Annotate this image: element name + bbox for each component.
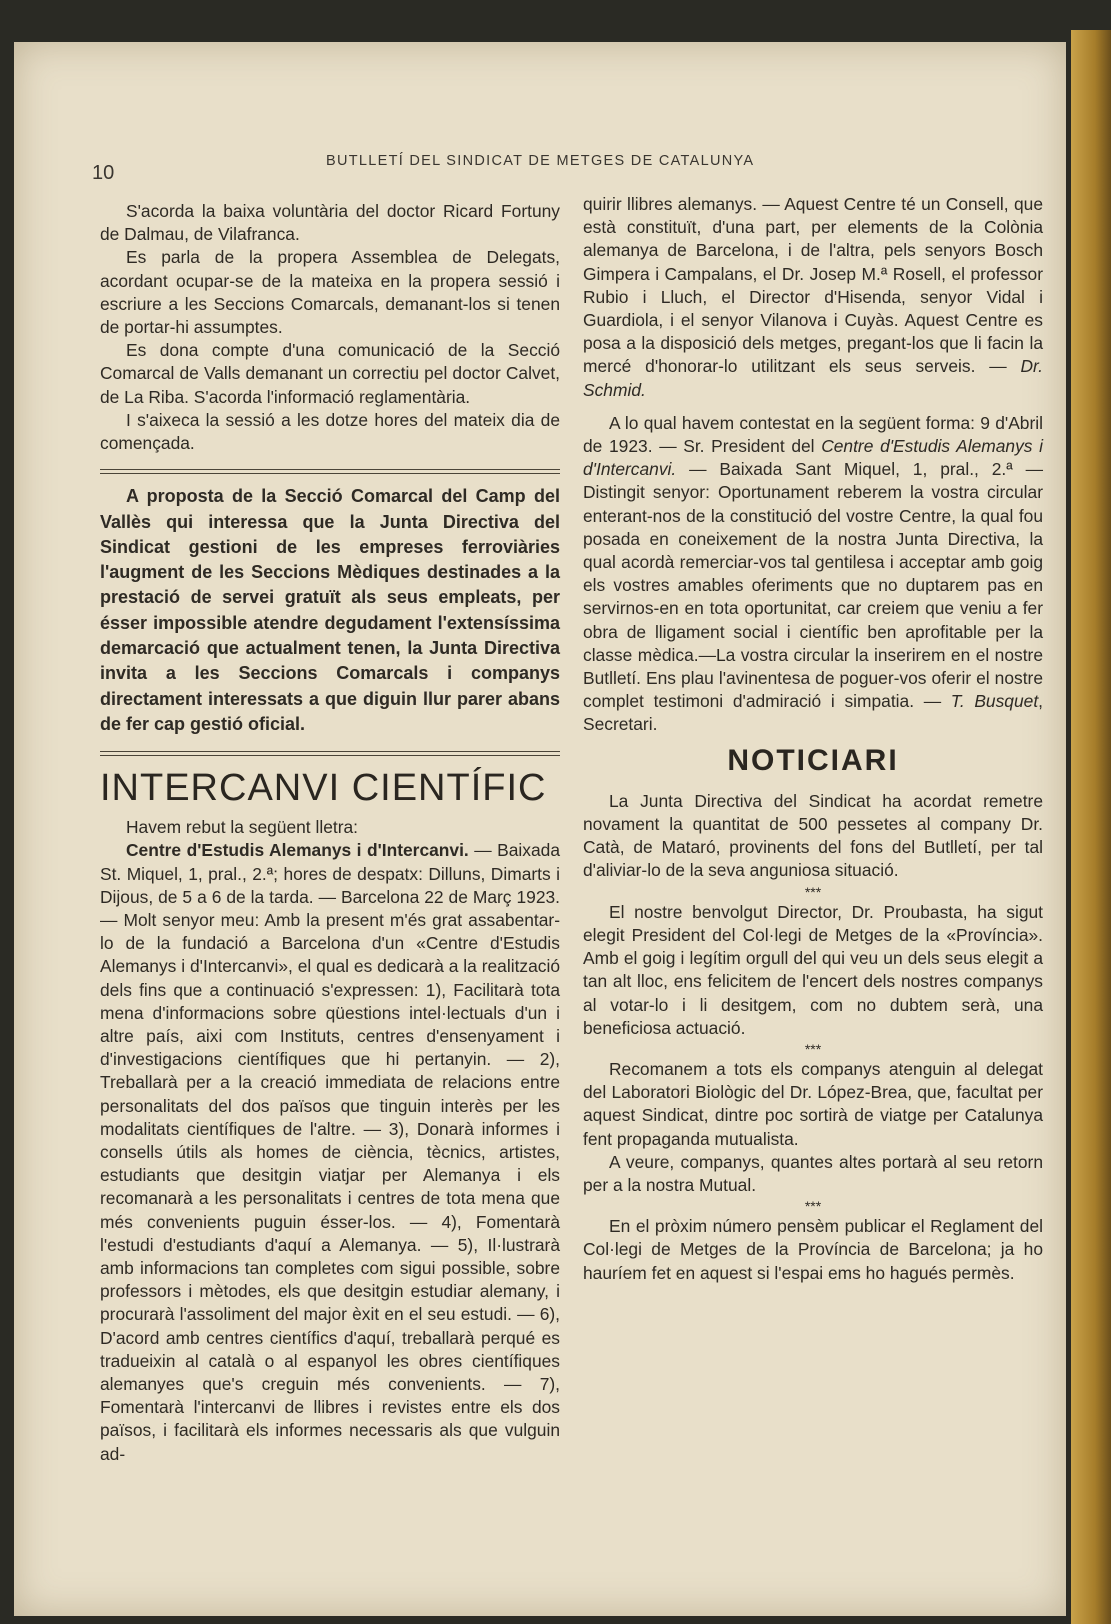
separator-stars: *** <box>804 883 822 900</box>
paragraph: Havem rebut la següent lletra: <box>126 817 358 838</box>
letter-head: Centre d'Estudis Alemanys i d'Intercanvi. <box>126 840 469 861</box>
news-item: La Junta Directiva del Sindicat ha acordat remetre novament la quantitat de 500 pessetes al company Dr. Catà, de Mataró, provinents del fons del Butlletí, per tal d'aliviar-lo de la seva anguniosa situació. <box>583 790 1043 881</box>
signature: Dr. Schmid. <box>583 356 1043 400</box>
news-item: Recomanem a tots els companys atenguin al delegat del Laboratori Biològic del Dr. López-Brea, que, facultat per aquest Sindicat, dintre poc sortirà de viatge per Catalunya fent propaganda mutualista. <box>583 1058 1043 1149</box>
separator-stars: *** <box>804 1198 822 1215</box>
paragraph: S'acorda la baixa voluntària del doctor Ricard Fortuny de Dalmau, de Vilafranca. <box>100 201 560 245</box>
news-item: A veure, companys, quantes altes portarà al seu retorn per a la nostra Mutual. <box>583 1151 1043 1195</box>
left-column <box>100 200 560 1466</box>
news-item: En el pròxim número pensèm publicar el Reglament del Col·legi de Metges de la Província de Barcelona; ja ho hauríem fet en aquest si l'espai ems ho hagués permès. <box>583 1216 1043 1283</box>
section-title-noticiari: NOTICIARI <box>727 743 899 777</box>
section-title-intercanvi: INTERCANVI CIENTÍFIC <box>100 767 547 810</box>
letter-body: — Baixada St. Miquel, 1, pral., 2.ª; hores de despatx: Dilluns, Dimarts i Dijous, de 5 a 6 de la tarda. — Barcelona 22 de Març 1923. — Molt senyor meu: Amb la present m'és grat assabentar-lo de la fundació a Barcelona d'un «Centre d'Estudis Alemanys i d'Intercanvi», el qual es dedicarà a la realització dels fins que a continuació s'expressen: 1), Facilitarà tota mena d'informacions sobre qüestions intel·lectuals d'un i altre país, aixi com Instituts, centres d'ensenyament i d'investigacions científiques que hi pertanyin. — 2), Treballarà per a la creació immediata de relacions entre personalitats del dos països que tinguin interès per les modalitats científiques de l'altre. — 3), Donarà informes i consells útils als homes de ciència, tècnics, artistes, estudiants que desitgin viatjar per Alemanya i els recomanarà a les personalitats i centres de tota mena que més convenients puguin ésser-los. — 4), Fomentarà l'estudi d'estudiants d'aquí a Alemanya. — 5), Il·lustrarà amb informacions tan completes com sigui possible, sobre professors i mètodes, els que desitgin estudiar alemany, i procurarà l'assoliment del major èxit en el seu estudi. — 6), D'acord amb centres científics d'aquí, treballarà perqué es tradueixin al català o al espanyol les obres científiques alemanyes que's creguin més convenients. — 7), Fomentarà l'intercanvi de llibres i revistes entre els dos països, i facilitarà els informes necessaris als que vulguin ad- <box>100 840 561 1464</box>
paragraph: Es dona compte d'una comunicació de la Secció Comarcal de Valls demanant un correctiu pel doctor Calvet, de La Riba. S'acorda l'informació reglamentària. <box>100 340 560 407</box>
text: quirir llibres alemanys. — Aquest Centre té un Consell, que està constituït, d'una part, per elements de la Colònia alemanya de Barcelona, i de l'altra, pels senyors Bosch Gimpera i Campalans, el Dr. Josep M.ª Rosell, el professor Rubio i Lluch, el Director d'Hisenda, senyor Vidal i Guardiola, i el senyor Vilanova i Cuyàs. Aquest Centre es posa a la disposició dels metges, pregant-los que li facin la mercé d'honorar-lo utilitzant els seus serveis. — <box>583 194 1043 377</box>
paragraph: Es parla de la propera Assemblea de Delegats, acordant ocupar-se de la mateixa en la propera sessió i escriure a les Seccions Comarcals, demanant-los si tenen de portar-hi assumptes. <box>100 247 560 338</box>
notice-paragraph: A proposta de la Secció Comarcal del Camp del Vallès qui interessa que la Junta Directiva del Sindicat gestioni de les empreses ferroviàries l'augment de les Seccions Mèdiques destinades a la prestació de servei gratuït als seus empleats, per ésser impossible atendre degudament l'extensíssima demarcació que actualment tenen, la Junta Directiva invita a les Seccions Comarcals i companys directament interessats a que diguin llur parer abans de fer cap gestió oficial. <box>100 486 560 734</box>
double-rule <box>100 469 560 474</box>
text: , Secretari. <box>583 691 1043 735</box>
right-column <box>583 193 1043 1285</box>
paragraph <box>583 193 1043 402</box>
text: — Baixada Sant Miquel, 1, pral., 2.ª — Distingit senyor: Oportunament reberem la vostra circular enterant-nos de la constitució del vostre Centre, la qual fou posada en coneixement de la nostra Junta Directiva, la qual acordà remerciar-vos tal gentilesa i acceptar amb goig els vostres amables oferiments que no duptarem pas en servirnos-en en tota oportunitat, car creiem que veniu a fer obra de lligament social i científic ben aprofitable per la classe mèdica.—La vostra circular la inserirem en el nostre Butlletí. Ens plau l'avinentesa de poguer-vos oferir el nostre complet testimoni d'admiració i simpatia. — <box>583 459 1043 712</box>
centre-name: Centre d'Estudis Alemanys i d'Intercanvi. <box>583 436 1043 480</box>
separator-stars: *** <box>804 1040 822 1057</box>
page-number: 10 <box>92 162 115 184</box>
paragraph <box>583 412 1043 737</box>
signature: T. Busquet <box>950 691 1039 712</box>
double-rule <box>100 751 560 756</box>
paragraph: I s'aixeca la sessió a les dotze hores del mateix dia de començada. <box>100 409 560 454</box>
letter-paragraph <box>100 839 560 1465</box>
text: A lo qual havem contestat en la següent forma: 9 d'Abril de 1923. — Sr. President del <box>583 412 1043 457</box>
page-edge <box>1071 30 1111 1624</box>
running-title: BUTLLETÍ DEL SINDICAT DE METGES DE CATALUNYA <box>326 153 755 169</box>
news-item: El nostre benvolgut Director, Dr. Proubasta, ha sigut elegit President del Col·legi de Metges de la «Província». Amb el goig i legítim orgull del qui veu un dels seus elegit a tan alt lloc, ens felicitem de l'encert dels nostres companys al votar-lo i li desitgem, com no dubtem serà, una beneficiosa actuació. <box>583 901 1043 1038</box>
